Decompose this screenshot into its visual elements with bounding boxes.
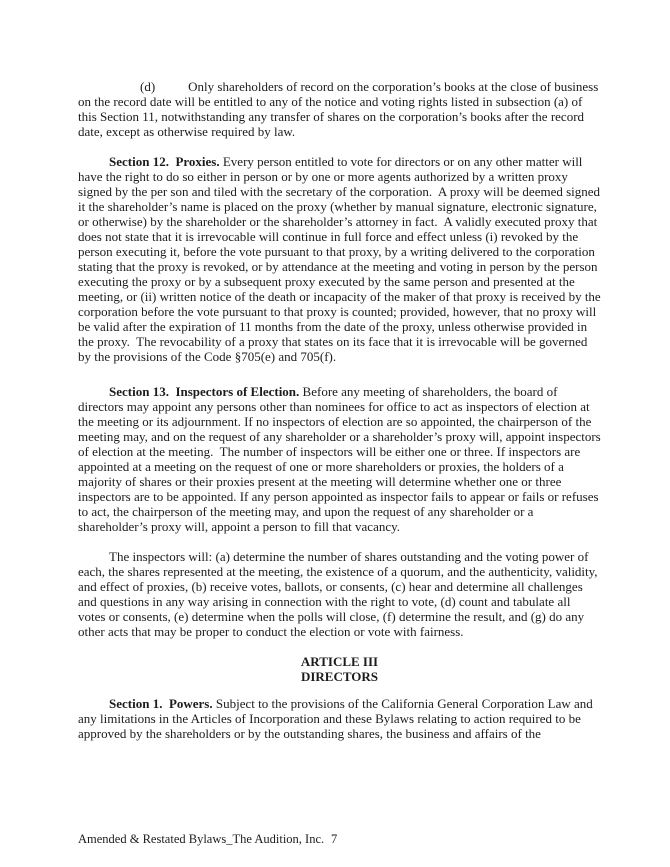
paragraph-section-12	[78, 154, 601, 364]
footer-page-number: 7	[331, 832, 338, 846]
article-iii-heading	[78, 654, 601, 684]
paragraph-section-1	[78, 696, 601, 741]
paragraph-text: The inspectors will: (a) determine the number of shares outstanding and the voting power of each, the shares represented at the meeting, the existence of a quorum, and the authenticity, validity, and effect of proxies, (b) receive votes, ballots, or consents, (c) hear and determine all challenges and questions in any way arising in connection with the right to vote, (d) count and tabulate all votes or consents, (e) determine when the polls will close, (f) determine the result, and (g) do any other acts that may be proper to conduct the election or vote with fairness.	[78, 549, 598, 639]
paragraph-subsection-d	[78, 79, 601, 139]
paragraph-section-13	[78, 384, 601, 534]
article-heading-line2: DIRECTORS	[300, 669, 379, 684]
paragraph-text: Before any meeting of shareholders, the board of directors may appoint any persons other than nominees for office to act as inspectors of election at the meeting or its adjournment. If no inspectors of election are so appointed, the chairperson of the meeting may, and on the request of any shareholder or a shareholder’s proxy will, appoint inspectors of election at the meeting. The number of inspectors will be either one or three. If inspectors are appointed at a meeting on the request of one or more shareholders or proxies, the holders of a majority of shares or their proxies present at the meeting will determine whether one or three inspectors are to be appointed. If any person appointed as inspector fails to appear or fails or refuses to act, the chairperson of the meeting may, and upon the request of any shareholder or a shareholder’s proxy will, appoint a person to fill that vacancy.	[78, 384, 601, 534]
footer-doc-title: Amended & Restated Bylaws_The Audition, Inc.	[78, 832, 325, 846]
section-1-heading: Section 1. Powers.	[109, 696, 213, 711]
paragraph-text: Every person entitled to vote for directors or on any other matter will have the right to do so either in person or by one or more agents authorized by a written proxy signed by the per son and tiled with the secretary of the corporation. A proxy will be deemed signed it the shareholder’s name is placed on the proxy (whether by manual signature, electronic signature, or otherwise) by the shareholder or the shareholder’s attorney in fact. A validly executed proxy that does not state that it is irrevocable will continue in full force and effect unless (i) revoked by the person executing it, before the vote pursuant to that proxy, by a writing delivered to the corporation stating that the proxy is revoked, or by attendance at the meeting and voting in person by the person executing the proxy or by a subsequent proxy executed by the same person and presented at the meeting, or (ii) written notice of the death or incapacity of the maker of that proxy is received by the corporation before the vote pursuant to that proxy is counted; provided, however, that no proxy will be valid after the expiration of 11 months from the date of the proxy, unless otherwise provided in the proxy. The revocability of a proxy that states on its face that it is irrevocable will be governed by the provisions of the Code §705(e) and 705(f).	[78, 154, 601, 364]
subsection-label: (d)	[140, 79, 156, 94]
section-13-heading: Section 13. Inspectors of Election.	[109, 384, 300, 399]
paragraph-text: Only shareholders of record on the corporation’s books at the close of business on the record date will be entitled to any of the notice and voting rights listed in subsection (a) of this Section 11, notwithstanding any transfer of shares on the corporation’s books after the record date, except as otherwise required by law.	[78, 79, 599, 139]
page-footer	[78, 832, 498, 847]
paragraph-text: Subject to the provisions of the California General Corporation Law and any limitations in the Articles of Incorporation and these Bylaws relating to action required to be approved by the shareholders or by the outstanding shares, the business and affairs of the	[78, 696, 593, 741]
article-heading-line1: ARTICLE III	[300, 654, 379, 669]
document-body	[78, 79, 601, 756]
paragraph-inspectors-duties	[78, 549, 601, 639]
section-12-heading: Section 12. Proxies.	[109, 154, 220, 169]
